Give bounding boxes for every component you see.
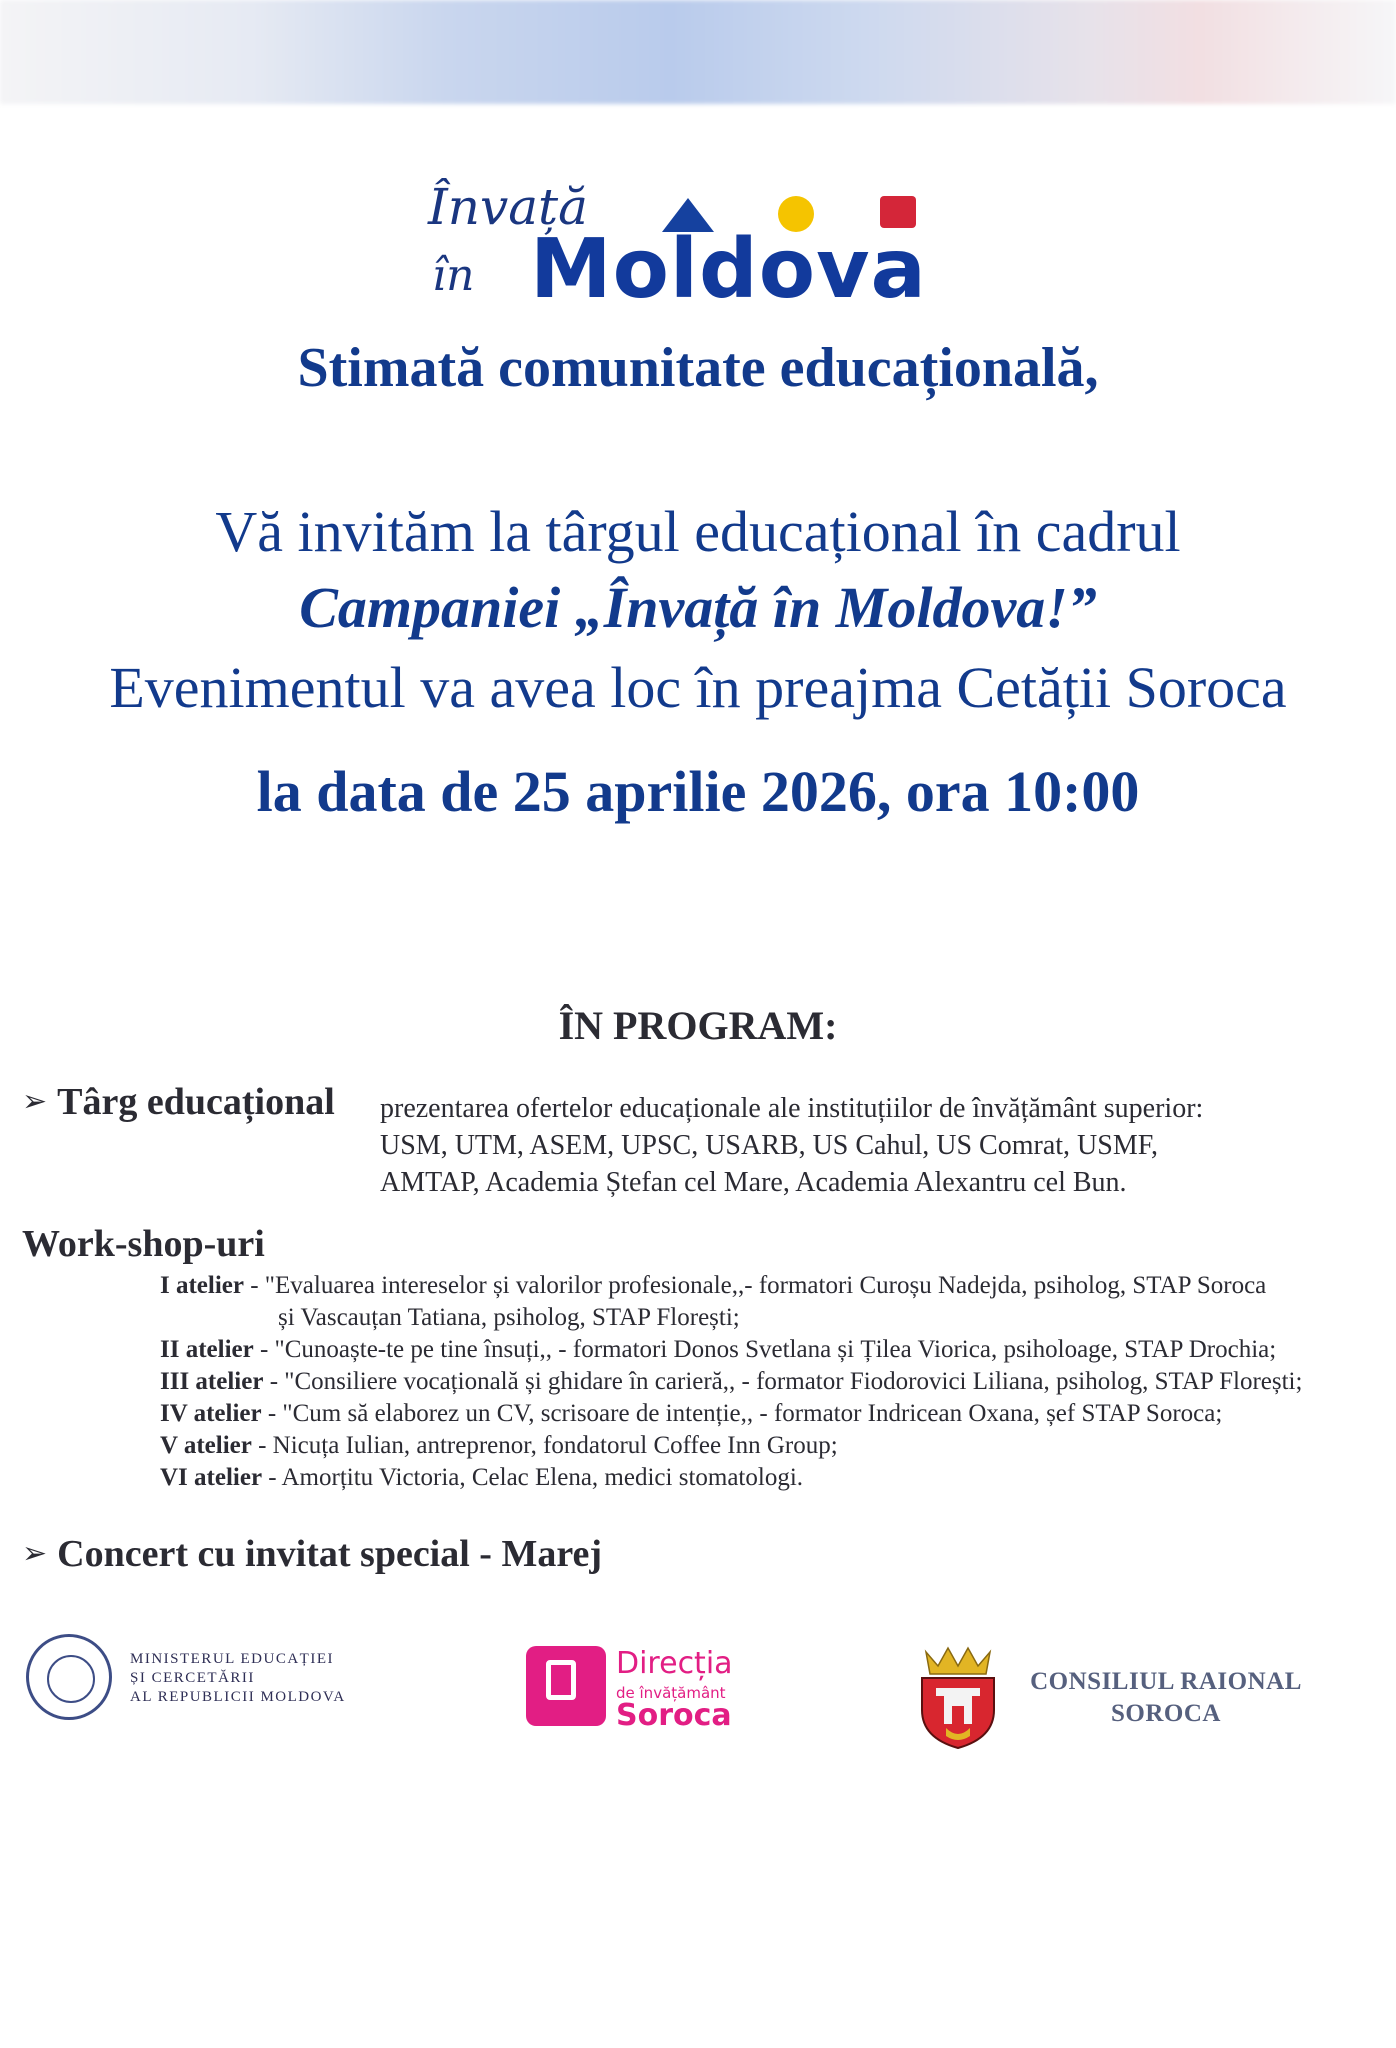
workshop-item: IV atelier - "Cum să elaborez un CV, scrisoare de intenție,, - formator Indricean Oxana, șef STAP Soroca; bbox=[160, 1400, 1223, 1427]
directia-title: Direcția bbox=[616, 1646, 733, 1681]
logo-script-in: în bbox=[432, 250, 475, 301]
arrow-bullet-icon: ➢ bbox=[22, 1536, 48, 1571]
arrow-bullet-icon: ➢ bbox=[22, 1084, 48, 1119]
fair-bullet bbox=[22, 1080, 335, 1124]
directia-subtitle: de învățământ bbox=[616, 1684, 726, 1702]
invata-in-moldova-logo bbox=[420, 160, 940, 320]
directia-city: Soroca bbox=[616, 1698, 732, 1733]
workshop-item: VI atelier - Amorțitu Victoria, Celac Elena, medici stomatologi. bbox=[160, 1464, 804, 1491]
logo-brand-moldova: Moldova bbox=[530, 222, 927, 317]
fair-text-line: AMTAP, Academia Ștefan cel Mare, Academia Alexantru cel Bun. bbox=[380, 1167, 1127, 1198]
workshops-heading: Work-shop-uri bbox=[22, 1223, 265, 1265]
event-location: Evenimentul va avea loc în preajma Cetății Soroca bbox=[109, 655, 1287, 720]
soroca-crest-icon bbox=[916, 1640, 1000, 1750]
ministry-name: MINISTERUL EDUCAȚIEI ȘI CERCETĂRII AL REPUBLICII MOLDOVA bbox=[130, 1651, 346, 1705]
logo-script-invata: Învață bbox=[428, 178, 588, 236]
program-heading: ÎN PROGRAM: bbox=[558, 1003, 838, 1048]
fair-label: Târg educațional bbox=[57, 1081, 335, 1123]
book-icon bbox=[526, 1646, 606, 1726]
ministry-logo bbox=[26, 1632, 366, 1732]
concert-bullet bbox=[22, 1532, 602, 1576]
workshop-item: V atelier - Nicuța Iulian, antreprenor, fondatorul Coffee Inn Group; bbox=[160, 1432, 838, 1459]
workshop-item: I atelier - "Evaluarea intereselor și valorilor profesionale,,- formatori Curoșu Nadejda, psiholog, STAP Soroca bbox=[160, 1272, 1267, 1299]
greeting-heading: Stimată comunitate educațională, bbox=[297, 337, 1099, 399]
workshop-item: II atelier - "Cunoaște-te pe tine însuți,, - formatori Donos Svetlana și Țilea Viorica, psiholoage, STAP Drochia; bbox=[160, 1336, 1277, 1363]
consiliu-name: CONSILIUL RAIONAL SOROCA bbox=[1030, 1668, 1302, 1727]
workshops-list bbox=[160, 1270, 1390, 1494]
ministry-seal-icon bbox=[26, 1634, 112, 1720]
workshop-item: III atelier - "Consiliere vocațională și ghidare în carieră,, - formator Fiodorovici Liliana, psiholog, STAP Florești; bbox=[160, 1368, 1303, 1395]
fair-description bbox=[380, 1090, 1380, 1201]
fair-text-line: USM, UTM, ASEM, UPSC, USARB, US Cahul, US Comrat, USMF, bbox=[380, 1130, 1159, 1161]
directia-soroca-logo bbox=[526, 1646, 786, 1732]
event-date: la data de 25 aprilie 2026, ora 10:00 bbox=[256, 759, 1140, 824]
fair-text-line: prezentarea ofertelor educaționale ale instituțiilor de învățământ superior: bbox=[380, 1093, 1204, 1124]
invitation-line-1: Vă invităm la târgul educațional în cadrul bbox=[215, 499, 1181, 564]
consiliul-raional-logo bbox=[916, 1640, 1336, 1750]
workshop-item-continuation: și Vascauțan Tatiana, psiholog, STAP Florești; bbox=[278, 1304, 740, 1331]
top-blurred-banner bbox=[0, 0, 1396, 104]
campaign-name: Campaniei „Învață în Moldova!” bbox=[299, 575, 1097, 640]
concert-label: Concert cu invitat special - Marej bbox=[57, 1533, 603, 1575]
